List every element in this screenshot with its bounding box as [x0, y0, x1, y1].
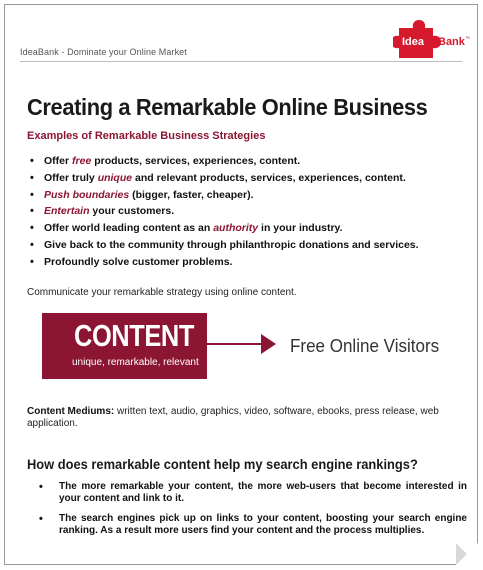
header-tagline: IdeaBank - Dominate your Online Market — [20, 47, 187, 57]
page-fold-cutout — [456, 543, 478, 565]
header-divider — [20, 61, 462, 62]
strategy-list — [27, 153, 419, 271]
content-mediums — [27, 406, 465, 430]
list-item: • Profoundly solve customer problems. — [27, 254, 419, 271]
mediums-text: written text, audio, graphics, video, software, ebooks, press release, web application. — [27, 406, 439, 429]
content-box-title: CONTENT — [74, 318, 194, 353]
content-box-subtitle: unique, remarkable, relevant — [72, 357, 199, 368]
logo-word-bank: Bank — [438, 36, 465, 48]
list-item: • Offer truly unique and relevant products, services, experiences, content. — [27, 170, 419, 187]
question-heading: How does remarkable content help my search engine rankings? — [27, 456, 418, 472]
page-title: Creating a Remarkable Online Business — [27, 94, 428, 120]
list-item: • The more remarkable your content, the more web-users that become interested in your content and link to it. — [27, 481, 467, 505]
logo-word-idea: Idea — [402, 36, 425, 48]
list-item: • Push boundaries (bigger, faster, cheaper). — [27, 187, 419, 204]
list-item: • Entertain your customers. — [27, 203, 419, 220]
list-item: • The search engines pick up on links to your content, boosting your search engine ranking. As a result more users find your content and the process multiplies. — [27, 513, 467, 537]
mediums-label: Content Mediums: — [27, 406, 115, 417]
content-box — [42, 313, 207, 379]
arrow-right-icon — [261, 334, 276, 354]
list-item: • Give back to the community through philanthropic donations and services. — [27, 237, 419, 254]
arrow-shaft — [207, 343, 265, 345]
ideabank-logo — [393, 14, 473, 60]
document-page — [4, 4, 478, 565]
communicate-text: Communicate your remarkable strategy using online content. — [27, 287, 297, 298]
answer-list — [27, 481, 467, 545]
section-subtitle: Examples of Remarkable Business Strategies — [27, 130, 266, 142]
free-visitors-label: Free Online Visitors — [290, 335, 440, 356]
list-item: • Offer free products, services, experiences, content. — [27, 153, 419, 170]
list-item: • Offer world leading content as an authority in your industry. — [27, 220, 419, 237]
logo-trademark: ™ — [465, 36, 470, 42]
